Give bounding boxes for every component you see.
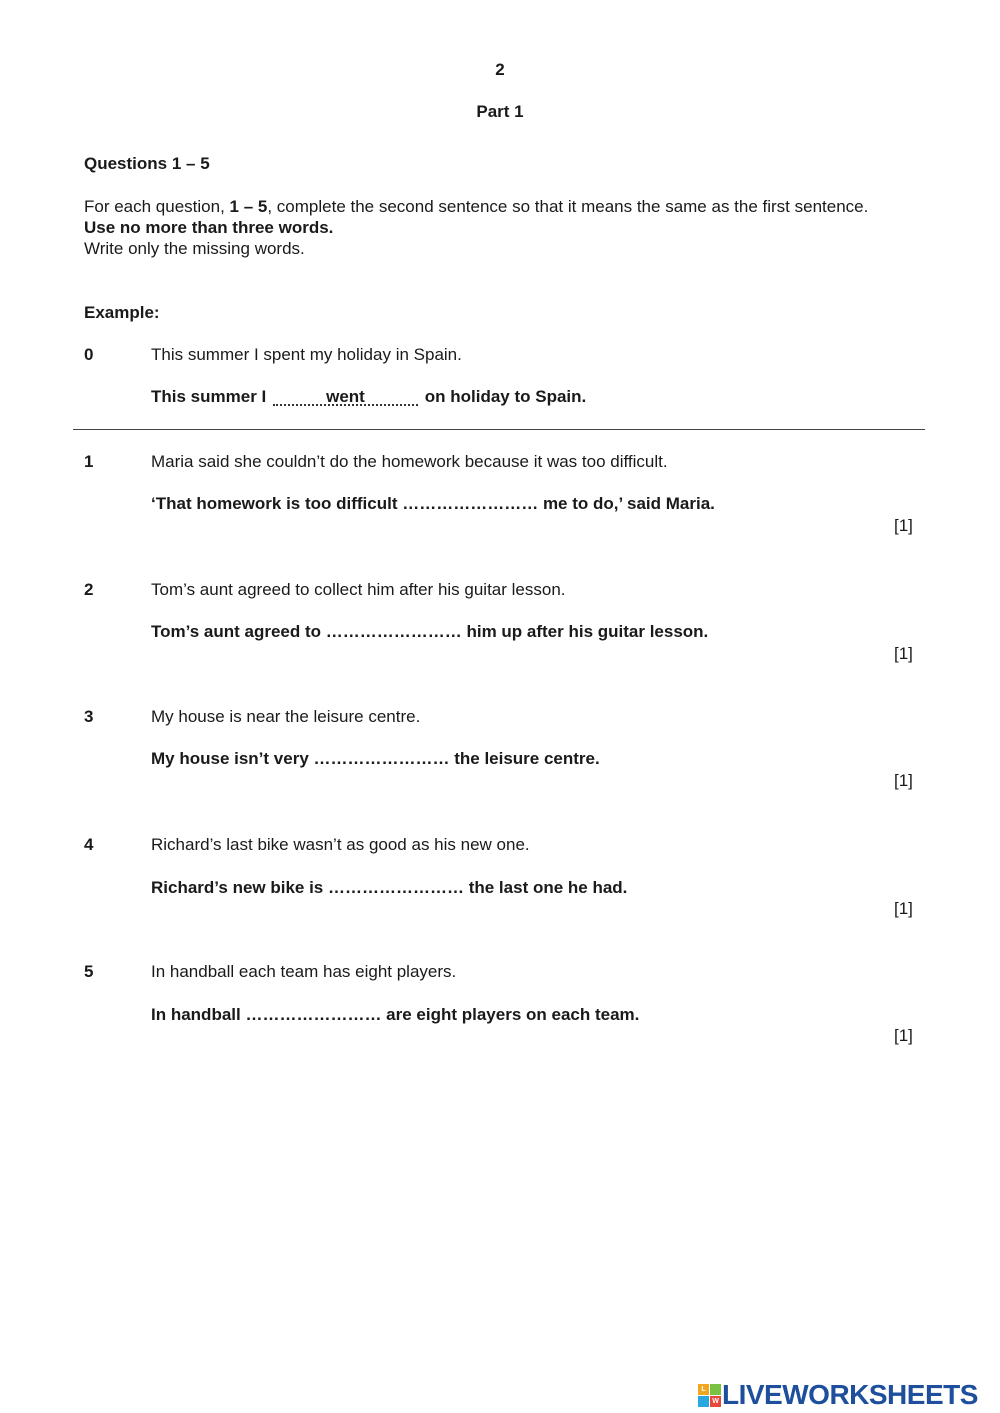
instruction-note: Write only the missing words. [84,239,305,258]
question-rewrite[interactable]: ‘That homework is too difficult …………………… me to do,’ said Maria. [151,494,715,513]
example-rewrite-start: This summer I [151,387,267,406]
part-title: Part 1 [476,102,524,121]
logo-tile [698,1396,709,1407]
question-rewrite[interactable]: Richard’s new bike is …………………… the last one he had. [151,878,628,897]
page-number: 2 [495,60,505,79]
question-rewrite[interactable]: In handball …………………… are eight players on each team. [151,1005,640,1024]
question-mark: [1] [894,771,913,790]
word-limit-rule: Use no more than three words. [84,218,334,237]
liveworksheets-logo-icon [698,1384,722,1408]
liveworksheets-logo[interactable] [698,1378,994,1410]
instruction-text-rest: , complete the second sentence so that it means the same as the first sentence. [267,197,869,216]
question-sentence: In handball each team has eight players. [151,962,457,981]
section-divider [73,429,925,430]
question-mark: [1] [894,516,913,535]
question-mark: [1] [894,1026,913,1045]
question-number: 5 [84,962,94,981]
question-sentence: Richard’s last bike wasn’t as good as his new one. [151,835,530,854]
question-sentence: Maria said she couldn’t do the homework because it was too difficult. [151,452,668,471]
example-sentence: This summer I spent my holiday in Spain. [151,345,462,364]
example-label: Example: [84,303,160,322]
instructions [84,196,874,259]
question-number: 1 [84,452,94,471]
questions-heading: Questions 1 – 5 [84,154,210,173]
question-number: 4 [84,835,94,854]
question-sentence: Tom’s aunt agreed to collect him after his guitar lesson. [151,580,566,599]
logo-tile: L [698,1384,709,1395]
example-answer: went [273,389,418,406]
question-sentence: My house is near the leisure centre. [151,707,421,726]
question-rewrite[interactable]: Tom’s aunt agreed to …………………… him up after his guitar lesson. [151,622,709,641]
logo-tile [710,1384,721,1395]
question-mark: [1] [894,899,913,918]
example-rewrite-end: on holiday to Spain. [424,387,587,406]
question-rewrite[interactable]: My house isn’t very …………………… the leisure centre. [151,749,600,768]
question-number: 3 [84,707,94,726]
example-number: 0 [84,345,94,364]
instruction-range: 1 – 5 [229,197,268,216]
logo-tile: W [710,1396,721,1407]
question-number: 2 [84,580,94,599]
brand-name: LIVEWORKSHEETS [722,1379,978,1410]
example-rewrite [151,387,586,407]
instruction-text: For each question, [84,197,230,216]
question-mark: [1] [894,644,913,663]
